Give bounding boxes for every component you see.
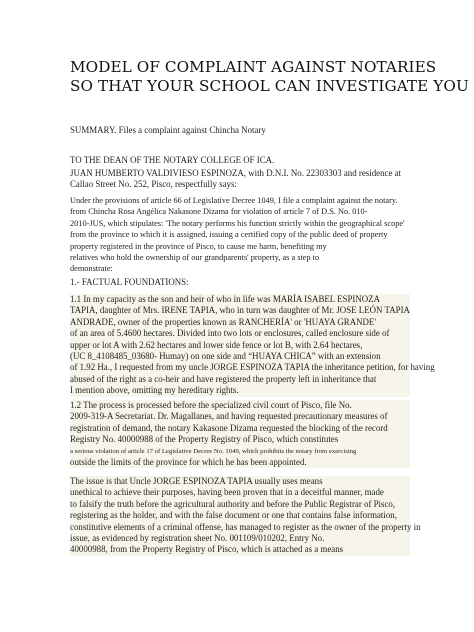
text-line: TAPIA, daughter of Mrs. IRENE TAPIA, who in turn was daughter of Mr. JOSE LEÓN TAPIA <box>70 305 410 316</box>
addressee-line: TO THE DEAN OF THE NOTARY COLLEGE OF ICA. <box>70 155 275 165</box>
text-line: property registered in the province of Pisco, to cause me harm, benefiting my <box>70 241 327 251</box>
text-line: abused of the right as a co-heir and have registered the property left in inheritance that <box>70 373 377 384</box>
text-line: registering as the holder, and with the false document or one that contains false information, <box>70 510 397 521</box>
paragraph-1-2 <box>70 400 410 468</box>
title-line-2: SO THAT YOUR SCHOOL CAN INVESTIGATE YOU <box>70 77 469 95</box>
text-line: 40000988, from the Property Registry of Pisco, which is attached as a means <box>70 544 344 555</box>
factual-foundations-heading: 1.- FACTUAL FOUNDATIONS: <box>70 277 189 287</box>
paragraph-1-1 <box>70 294 435 397</box>
summary-line: SUMMARY. Files a complaint against Chincha Notary <box>70 125 266 135</box>
text-line: outside the limits of the province for which he has been appointed. <box>70 457 307 468</box>
text-line: demonstrate: <box>70 264 113 274</box>
text-line: 2009-319-A Secretariat. Dr. Magallanes, and having requested precautionary measures of <box>70 411 388 422</box>
intro-paragraph <box>70 168 410 191</box>
text-line: issue, as evidenced by registration sheet No. 001109/010202, Entry No. <box>70 533 325 544</box>
text-line: 2010-JUS, which stipulates: 'The notary performs his function strictly within the geographical scope' <box>70 218 405 228</box>
text-line: from Chincha Rosa Angélica Nakasone Dizama for violation of article 7 of D.S. No. 010- <box>70 207 368 217</box>
text-line: Callao Street No. 252, Pisco, respectfully says: <box>70 179 237 190</box>
text-line: Under the provisions of article 66 of Legislative Decree 1049, I file a complaint against the notary. <box>70 196 398 205</box>
text-line-small: a serious violation of article 17 of Legislative Decree No. 1049, which prohibits the notary from exercising <box>70 447 357 455</box>
text-line: upper or lot A with 2.62 hectares and lower side fence or lot B, with 2.64 hectares, <box>70 339 363 350</box>
text-line: JUAN HUMBERTO VALDIVIESO ESPINOZA, with D.N.I. No. 22303303 and residence at <box>70 168 402 178</box>
text-line: registration of demand, the notary Kakasone Dizama requested the blocking of the record <box>70 422 388 433</box>
text-line: constitutive elements of a criminal offense, has managed to register as the owner of the property in <box>70 521 421 532</box>
title-line-1: MODEL OF COMPLAINT AGAINST NOTARIES <box>70 58 437 76</box>
text-line: 1.2 The process is processed before the specialized civil court of Pisco, file No. <box>70 400 352 410</box>
text-line: of an area of 5.4600 hectares. Divided into two lots or enclosures, called enclosure side of <box>70 328 390 339</box>
text-line: Registry No. 40000988 of the Property Registry of Pisco, which constitutes <box>70 434 339 445</box>
text-line: unethical to achieve their purposes, having been proven that in a deceitful manner, made <box>70 487 384 498</box>
text-line: ANDRADE, owner of the properties known as RANCHERÍA' or 'HUAYA GRANDE' <box>70 316 376 327</box>
text-line: I mention above, omitting my hereditary rights. <box>70 385 239 396</box>
paragraph-1-3 <box>70 476 421 556</box>
text-line: to falsify the truth before the agricultural authority and before the Public Registrar of Pisco, <box>70 498 396 509</box>
text-line: 1.1 In my capacity as the son and heir of who in life was MARÍA ISABEL ESPINOZA <box>70 294 380 304</box>
text-line: relatives who hold the ownership of our grandparents' property, as a step to <box>70 253 320 263</box>
complaint-paragraph <box>70 195 410 275</box>
text-line: from the province to which it is assigned, issuing a certified copy of the public deed of property <box>70 230 388 240</box>
text-line: (UC 8_4108485_03680- Humay) on one side and “HUAYA CHICA” with an extension <box>70 351 381 362</box>
text-line: The issue is that Uncle JORGE ESPINOZA TAPIA usually uses means <box>70 476 323 486</box>
text-line: of 1.92 Ha., I requested from my uncle JORGE ESPINOZA TAPIA the inheritance petition, for having <box>70 362 435 373</box>
